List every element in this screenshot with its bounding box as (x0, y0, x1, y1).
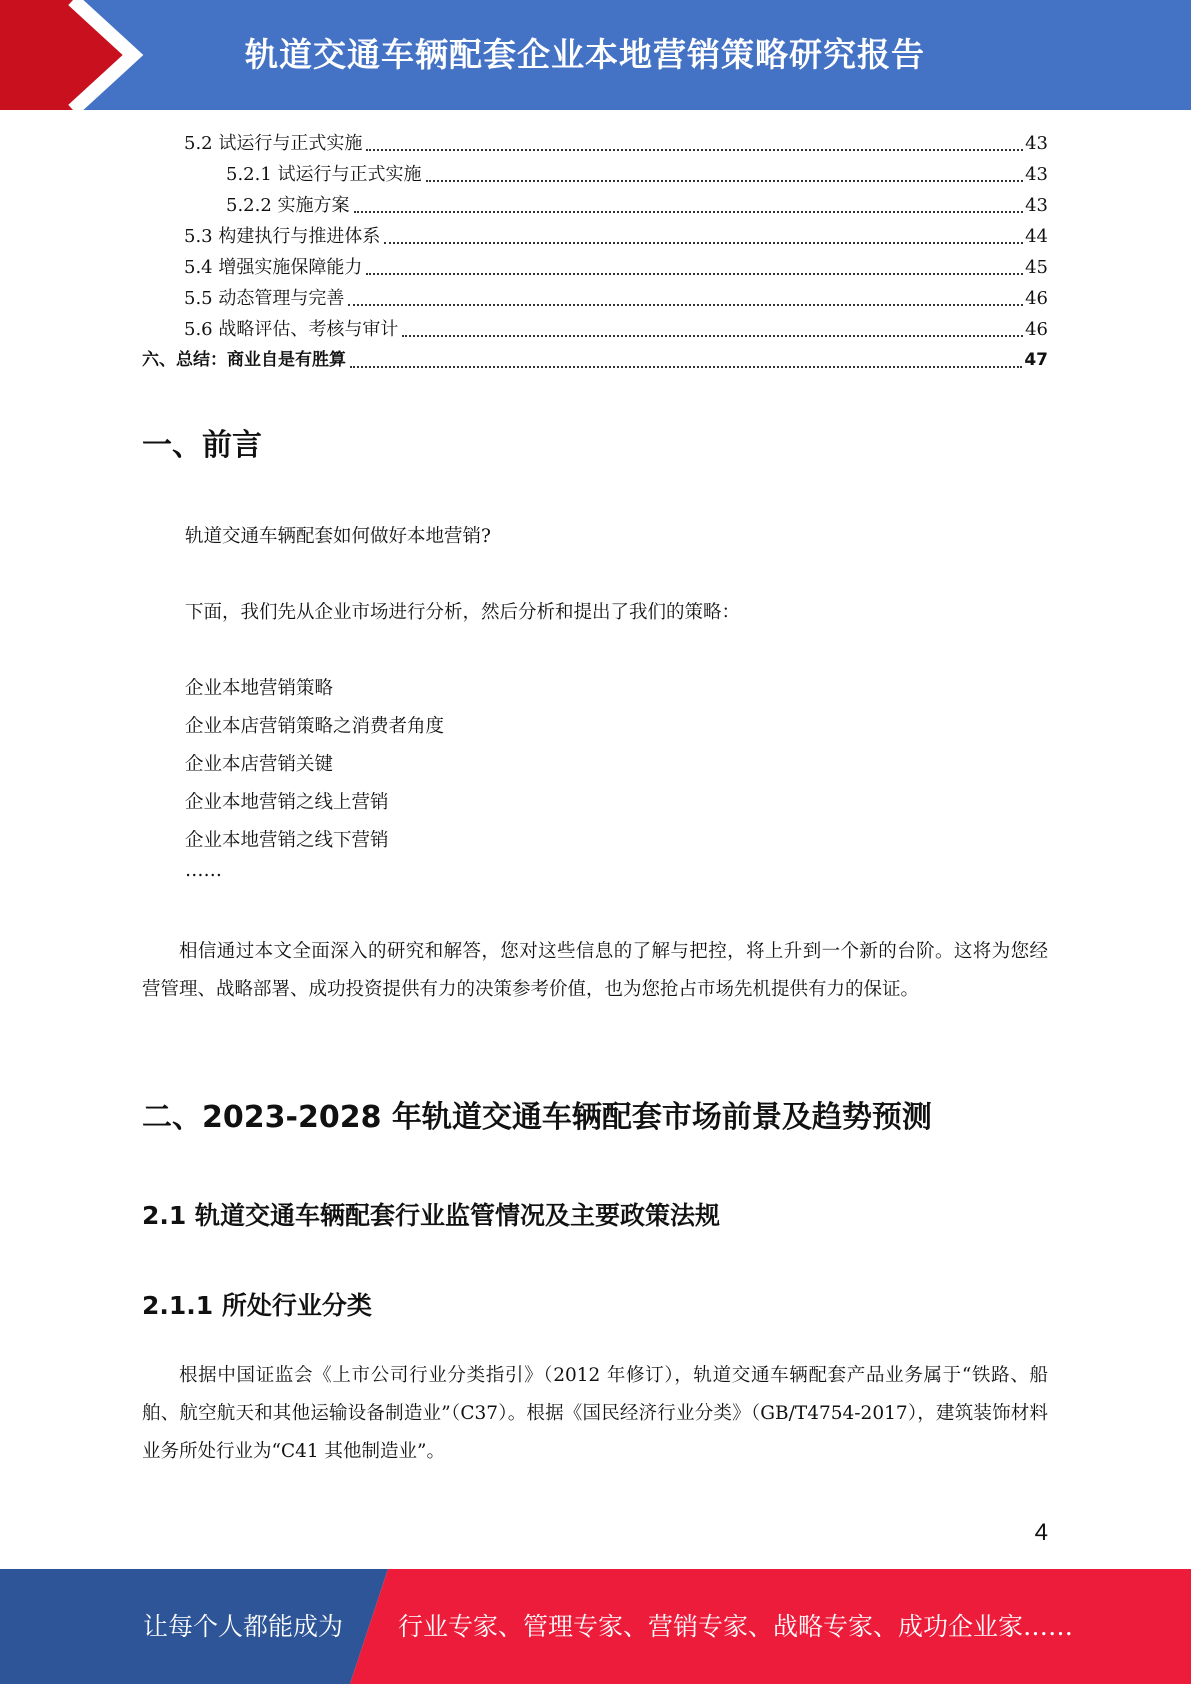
toc-entry-label: 5.2 试运行与正式实施 (184, 133, 363, 154)
toc-entry-label: 六、总结：商业自是有胜算 (142, 350, 346, 370)
toc-leader-dots (384, 242, 1023, 244)
toc-entry-page: 44 (1025, 226, 1048, 247)
footer-slogan-left: 让每个人都能成为 (143, 1612, 344, 1641)
toc-leader-dots (348, 304, 1023, 306)
classification-heading: 2.1.1 所处行业分类 (142, 1291, 372, 1320)
toc-leader-dots (402, 335, 1023, 337)
toc-entry[interactable] (142, 345, 1048, 376)
toc-leader-dots (354, 211, 1024, 213)
toc-entry-page: 46 (1025, 288, 1048, 309)
classification-paragraph: 根据中国证监会《上市公司行业分类指引》（2012 年修订），轨道交通车辆配套产品业务属于“铁路、船舶、航空航天和其他运输设备制造业”（C37）。根据《国民经济行业分类》（GB/T4754-2017），建筑装饰材料业务所处行业为“C41 其他制造业”。 (142, 1365, 1048, 1462)
outlook-heading: 二、2023-2028 年轨道交通车辆配套市场前景及趋势预测 (142, 1100, 932, 1135)
toc-entry[interactable] (142, 128, 1048, 159)
list-item: 企业本地营销策略 (185, 678, 334, 699)
report-title: 轨道交通车辆配套企业本地营销策略研究报告 (245, 35, 925, 74)
preface-intro: 下面，我们先从企业市场进行分析，然后分析和提出了我们的策略： (185, 602, 741, 623)
toc-entry-page: 43 (1025, 195, 1048, 216)
regulation-heading: 2.1 轨道交通车辆配套行业监管情况及主要政策法规 (142, 1201, 720, 1230)
toc-entry[interactable] (142, 283, 1048, 314)
page-footer (0, 1569, 1191, 1684)
toc-entry[interactable] (142, 314, 1048, 345)
header-chevron-icon (0, 0, 170, 110)
toc-entry-label: 5.5 动态管理与完善 (184, 288, 345, 309)
toc-entry-page: 43 (1025, 164, 1048, 185)
toc-entry-label: 5.2.2 实施方案 (226, 195, 350, 216)
list-item: 企业本店营销策略之消费者角度 (185, 716, 445, 737)
list-item: …… (185, 860, 222, 881)
footer-slogan-right: 行业专家、管理专家、营销专家、战略专家、成功企业家…… (398, 1612, 1074, 1641)
toc-entry[interactable] (142, 221, 1048, 252)
preface-question: 轨道交通车辆配套如何做好本地营销? (185, 526, 491, 547)
toc-entry-page: 47 (1024, 350, 1048, 370)
toc-entry-label: 5.2.1 试运行与正式实施 (226, 164, 422, 185)
toc-leader-dots (366, 149, 1023, 151)
toc-entry-page: 45 (1025, 257, 1048, 278)
toc-entry-label: 5.3 构建执行与推进体系 (184, 226, 381, 247)
page-header (0, 0, 1191, 110)
toc-entry[interactable] (142, 252, 1048, 283)
toc-entry-label: 5.4 增强实施保障能力 (184, 257, 363, 278)
table-of-contents (142, 128, 1048, 376)
list-item: 企业本店营销关键 (185, 754, 334, 775)
toc-leader-dots (350, 366, 1022, 368)
page-number: 4 (1034, 1519, 1048, 1546)
toc-entry-label: 5.6 战略评估、考核与审计 (184, 319, 399, 340)
list-item: 企业本地营销之线上营销 (185, 792, 389, 813)
toc-entry[interactable] (142, 190, 1048, 221)
preface-heading: 一、前言 (142, 428, 262, 463)
preface-closing-paragraph: 相信通过本文全面深入的研究和解答，您对这些信息的了解与把控，将上升到一个新的台阶。这将为您经营管理、战略部署、成功投资提供有力的决策参考价值，也为您抢占市场先机提供有力的保证。 (142, 941, 1048, 1000)
toc-entry[interactable] (142, 159, 1048, 190)
list-item: 企业本地营销之线下营销 (185, 830, 389, 851)
toc-entry-page: 43 (1025, 133, 1048, 154)
toc-leader-dots (426, 180, 1024, 182)
toc-leader-dots (366, 273, 1023, 275)
toc-entry-page: 46 (1025, 319, 1048, 340)
